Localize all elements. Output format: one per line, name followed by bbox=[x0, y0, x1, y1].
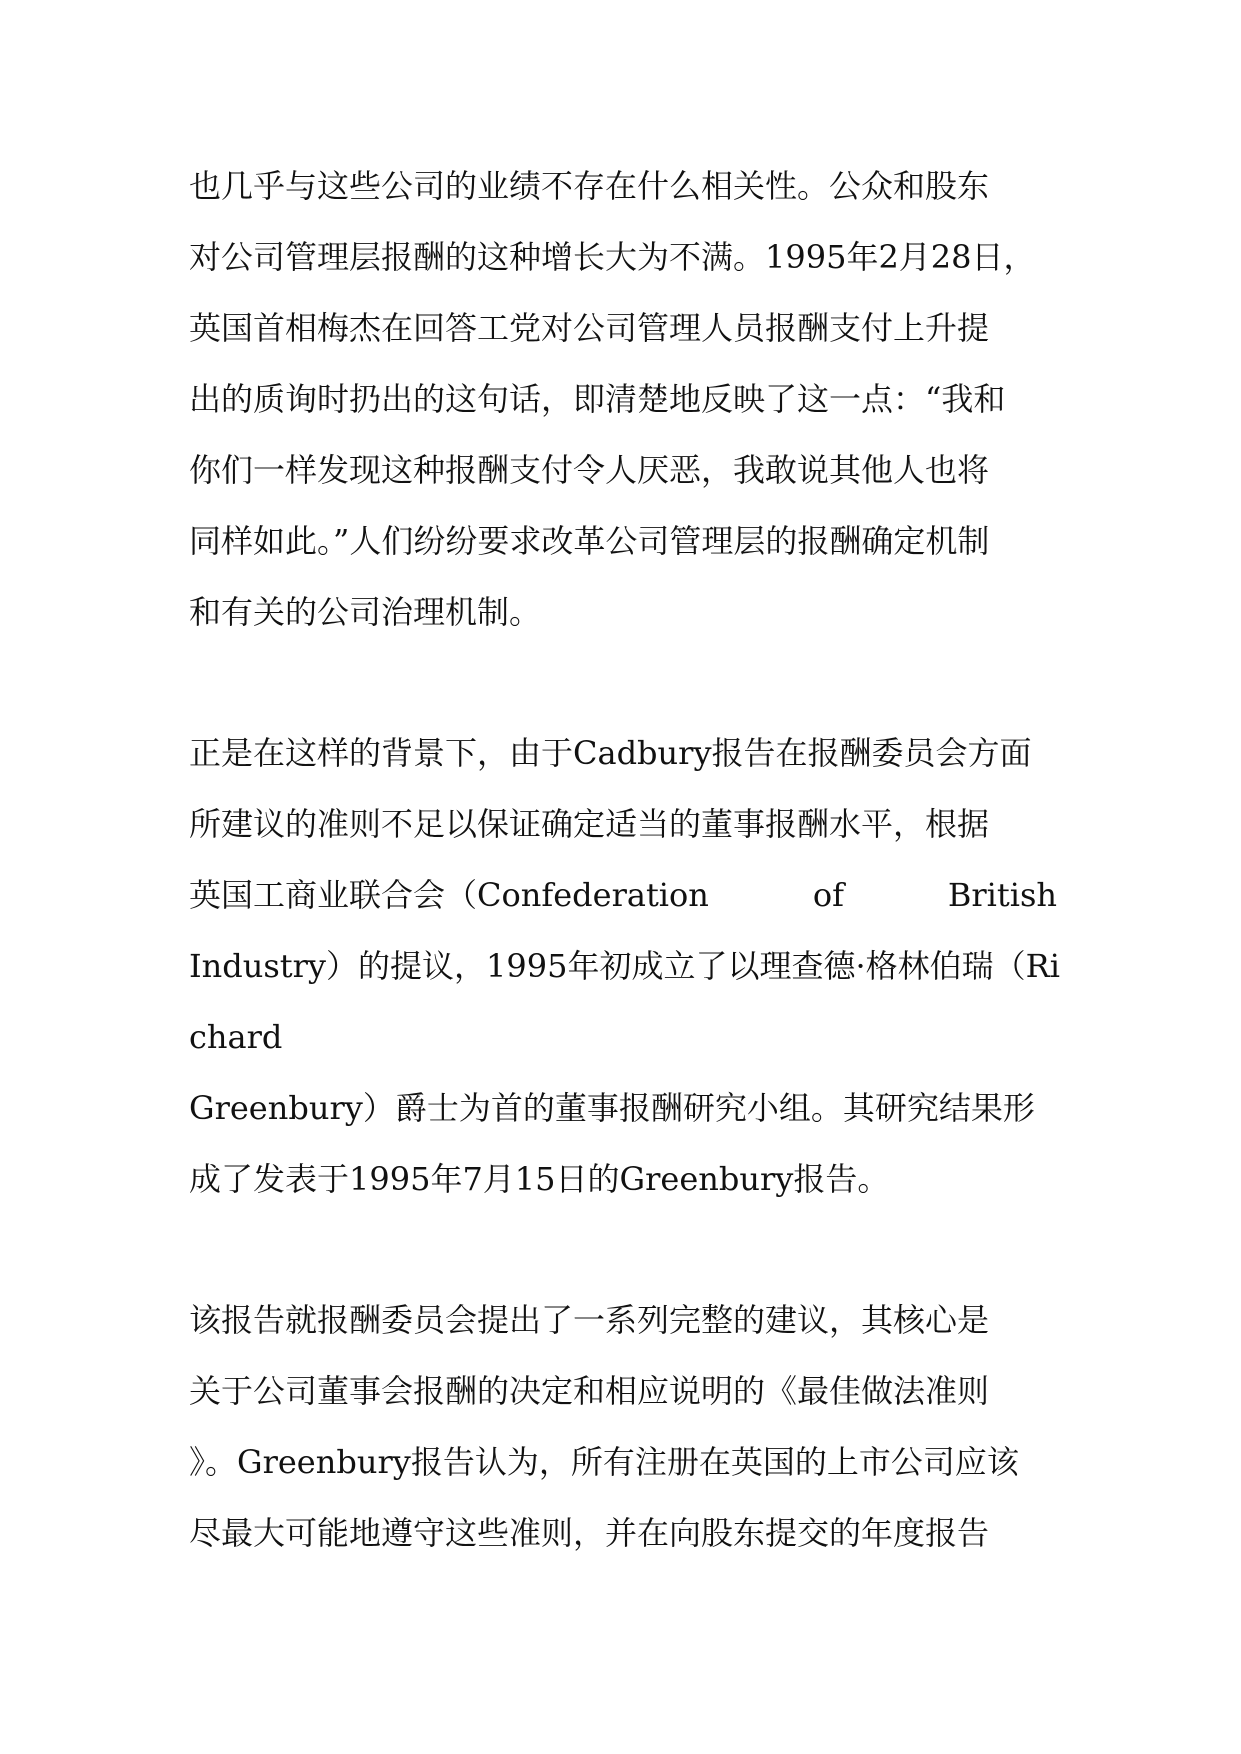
text-line: 正是在这样的背景下，由于Cadbury报告在报酬委员会方面 bbox=[189, 734, 1032, 772]
text-word: British bbox=[947, 876, 1057, 914]
text-line-justified bbox=[189, 875, 1057, 915]
text-line: 英国首相梅杰在回答工党对公司管理人员报酬支付上升提 bbox=[189, 309, 990, 347]
text-line: 成了发表于1995年7月15日的Greenbury报告。 bbox=[189, 1160, 890, 1198]
text-line: 关于公司董事会报酬的决定和相应说明的《最佳做法准则 bbox=[189, 1372, 990, 1410]
text-line: 和有关的公司治理机制。 bbox=[189, 593, 542, 631]
text-line: Industry）的提议，1995年初成立了以理查德·格林伯瑞（Ri bbox=[189, 947, 1060, 985]
text-line: 尽最大可能地遵守这些准则，并在向股东提交的年度报告 bbox=[189, 1514, 990, 1552]
text-line: 所建议的准则不足以保证确定适当的董事报酬水平，根据 bbox=[189, 805, 990, 843]
text-word: 英国工商业联合会（Confederation bbox=[189, 876, 709, 914]
text-word: of bbox=[812, 876, 844, 914]
text-line: 出的质询时扔出的这句话，即清楚地反映了这一点：“我和 bbox=[189, 380, 1006, 418]
text-line: 同样如此。”人们纷纷要求改革公司管理层的报酬确定机制 bbox=[189, 522, 990, 560]
text-line: 》。Greenbury报告认为，所有注册在英国的上市公司应该 bbox=[189, 1443, 1019, 1481]
text-line: 也几乎与这些公司的业绩不存在什么相关性。公众和股东 bbox=[189, 167, 990, 205]
text-line: 该报告就报酬委员会提出了一系列完整的建议，其核心是 bbox=[189, 1301, 990, 1339]
text-line: Greenbury）爵士为首的董事报酬研究小组。其研究结果形 bbox=[189, 1089, 1035, 1127]
text-line: 你们一样发现这种报酬支付令人厌恶，我敢说其他人也将 bbox=[189, 451, 990, 489]
text-line: chard bbox=[189, 1018, 283, 1056]
text-line: 对公司管理层报酬的这种增长大为不满。1995年2月28日， bbox=[189, 238, 1036, 276]
